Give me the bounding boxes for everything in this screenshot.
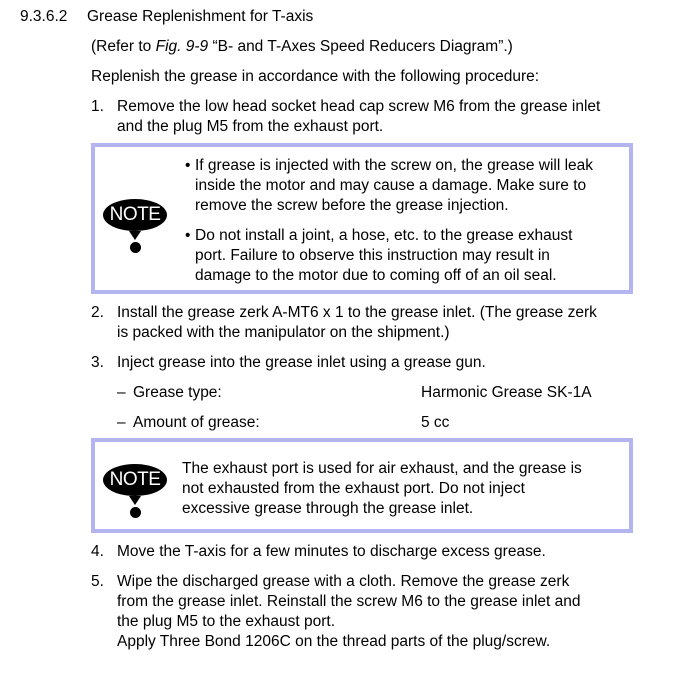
step-2	[91, 303, 661, 343]
bullet-line: If grease is injected with the screw on, the grease will leak	[195, 157, 594, 174]
step-line: Move the T-axis for a few minutes to discharge excess grease.	[117, 543, 546, 560]
step-line: Wipe the discharged grease with a cloth. Remove the grease zerk	[117, 573, 570, 590]
step-number: 4.	[91, 543, 104, 560]
spec-label: Grease type:	[133, 384, 222, 401]
spec-label: Amount of grease:	[133, 414, 260, 431]
note-bullet-2	[185, 226, 625, 288]
step-line: the plug M5 to the exhaust port.	[117, 613, 335, 630]
reference-prefix: (Refer to	[91, 38, 156, 55]
note-icon-tail	[129, 231, 141, 240]
section-number: 9.3.6.2	[20, 8, 68, 25]
bullet-line: port. Failure to observe this instruction may result in	[195, 247, 550, 264]
bullet-text	[195, 226, 572, 286]
step-number: 2.	[91, 304, 104, 321]
bullet-text	[195, 156, 593, 216]
step-text	[117, 542, 647, 562]
note-bullet-1	[185, 156, 625, 218]
bullet-line: Do not install a joint, a hose, etc. to the grease exhaust	[195, 227, 573, 244]
step-5	[91, 572, 661, 652]
bullet-mark: •	[185, 157, 191, 174]
step-line: Install the grease zerk A-MT6 x 1 to the grease inlet. (The grease zerk	[117, 304, 597, 321]
note-icon	[103, 199, 169, 253]
bullet-line: inside the motor and may cause a damage. Make sure to	[195, 177, 587, 194]
step-text	[117, 97, 647, 137]
note-icon	[103, 464, 169, 518]
section-title: Grease Replenishment for T-axis	[87, 8, 314, 25]
spec-value: 5 cc	[421, 414, 450, 431]
step-line: is packed with the manipulator on the shipment.)	[117, 324, 450, 341]
step-number: 1.	[91, 98, 104, 115]
step-text	[117, 303, 647, 343]
procedure-intro: Replenish the grease in accordance with the following procedure:	[91, 68, 540, 85]
step-1	[91, 97, 661, 137]
spec-dash: –	[117, 414, 126, 431]
step-4	[91, 542, 661, 562]
step-3	[91, 353, 661, 373]
step-line: Remove the low head socket head cap screw M6 from the grease inlet	[117, 98, 601, 115]
step-text	[117, 572, 647, 652]
note-icon-tail	[129, 496, 141, 505]
note-icon-dot	[130, 242, 141, 253]
note-box-2	[91, 438, 633, 533]
note-line: The exhaust port is used for air exhaust, and the grease is	[182, 460, 582, 477]
note-box-1	[91, 143, 633, 294]
reference-quote: “B- and T-Axes Speed Reducers Diagram”.)	[208, 38, 513, 55]
step-line: from the grease inlet. Reinstall the screw M6 to the grease inlet and	[117, 593, 581, 610]
bullet-line: remove the screw before the grease injection.	[195, 197, 509, 214]
bullet-mark: •	[185, 227, 191, 244]
step-line: Inject grease into the grease inlet using a grease gun.	[117, 354, 486, 371]
bullet-line: damage to the motor due to coming off of an oil seal.	[195, 267, 557, 284]
note-icon-label: NOTE	[103, 464, 167, 496]
note-line: excessive grease through the grease inlet.	[182, 500, 474, 517]
spec-row-amount	[117, 413, 617, 433]
note-line: not exhausted from the exhaust port. Do not inject	[182, 480, 525, 497]
step-line: and the plug M5 from the exhaust port.	[117, 118, 384, 135]
figure-reference	[91, 37, 513, 57]
spec-dash: –	[117, 384, 126, 401]
note-icon-label: NOTE	[103, 199, 167, 231]
note-icon-dot	[130, 507, 141, 518]
spec-value: Harmonic Grease SK-1A	[421, 384, 592, 401]
step-text	[117, 353, 647, 373]
step-line: Apply Three Bond 1206C on the thread parts of the plug/screw.	[117, 633, 551, 650]
spec-row-grease-type	[117, 383, 617, 403]
step-number: 3.	[91, 354, 104, 371]
note-text	[182, 459, 622, 519]
step-number: 5.	[91, 573, 104, 590]
figure-link[interactable]: Fig. 9-9	[155, 38, 209, 55]
